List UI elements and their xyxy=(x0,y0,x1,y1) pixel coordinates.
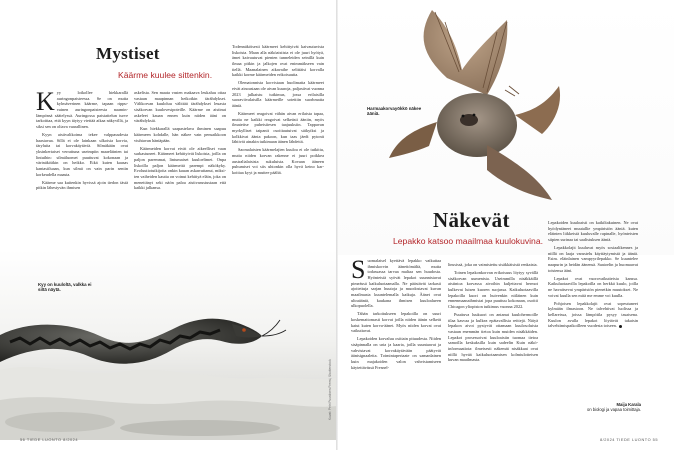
paragraph: Lepakot ovat vuorovaikutteisia kanssa. Kaikuluotaavilla lepakoilla on herkkä kuulo, joilla ne havaitsevat ympäristön pienetkin muutokset. Ne voivat kuulla sen mitä me emme voi kuulla. xyxy=(548,275,638,298)
paragraph: Käärme saa kuitenkin hyvissä ajoin tiedon tästä pitkin lähestyvän ihmisen xyxy=(36,179,128,191)
left-page-subtitle: Käärme kuulee sittenkin. xyxy=(118,70,213,80)
paragraph: Saomalaisten käärmelajien kuuloa ei ole tutkittu, mutta niiden korvan rakenne ei juuri poikkea australialaisista sukuluista. Kovaan ääneen puhumiset voi siis uhtonkin olla hyvä keino karkoittaa kyyt ja muttee päältä. xyxy=(232,147,324,175)
snake-photo xyxy=(0,250,337,440)
paragraph: Suomalaisel kyettävä lepakko vaikuttaa ihmiskorvin äänettömältä, mutta todassassa tarvaa maltaa sen huudosta. Hyönteisiä syövät lepakot suunnistavat pimeässä kaikuluotaamalla. Ne päästävät tarkasti ajoitettuja sarjan huutoja ja muodostavat kuvan maailmasta kuuntelemalla kaikuja. Äänet ovat ultraääniä, kaukana ihmisen kuuloalueen ulkopuolella. xyxy=(351,255,441,309)
paragraph: Käärmeiden korvat eivät ole aikeelliset vaan surkastuneet. Käärmeet kehittyivät liskoista, joilla on paljon paremmat, lintumaiset kuuloelimet. Onpa liskoilla paljon käärmeitä parempi näkökyky. Evoluutiotutkijoita onkin kauan askarruttanut, miksiten vaiheiden kautta on voinut kehittyä eläin, joka on menettänyt seki näön paloa aistivarustustaan että kaikki jalkansa. xyxy=(134,145,226,191)
photo-credit: Kuvat: Petri Puustinen Freesi, Shutterstock xyxy=(328,359,332,420)
paragraph: Lepakoiden korvaluu osittain pituudesta. Niiden sisäpinnalla on uria ja kaaria, joilla suuntaavat ja vahvistavat korvakäytävään päätyvät äänisignaaleita. Toimintaperiaate on samanlainen kuin majakoiden valon vahvistamiseen käytettävässä Fresnel- xyxy=(351,336,441,370)
paragraph: Kyy loikollee hiekkarallä auringonpaisteessa. Se on mutta kylmäverinen käärme, tapaan rippuvainen auringonpaisteesta naaminlämpönsä säätelyssä. Auringossa paistattelun turve tarkoittaa, että kyyn täytyy viettää aikaa näkyvillä, ja siksi sen on oltava vaarallinen. xyxy=(36,87,128,129)
paragraph: Tähän tarkoitukseen lepakoilla on suuri koskemattomasti korvat joilla niiden äänin selkeät kaiut kuten korva-äänet. Myös niiden korvat ovat vaikuttavat. xyxy=(351,311,441,334)
snake-eye xyxy=(242,328,246,332)
paragraph: Kyyn aistivalikoima tekee valppausdesta haastavaa. Sillä ei ole lainkaan ulkoisia korvia, täryluita tai korvakäytäviä. Silmäkään ovat yksinkertaiset verrattuna useimpiin maaeläinten tai lintuihin: silmäluomet puuttuvat kokonaan ja värinäköäkin on heikko. Eikä kuten kaasas kantasiiluaan, kun silmä on vain parin sentin korkeudella maasta. xyxy=(36,131,128,177)
drop-cap: S xyxy=(351,255,366,284)
left-page-footer: 56 TIEDE LUONTO 8/2024 xyxy=(20,437,78,442)
paragraph: Pohjoisen lepakkolajit ovat sopeutuneet kylmään ilmastoon. Ne talvehtivat luolissa ja kellareissa, joissa lämpötila pysyy tasaisena. Kuulon avulla lepakot löytävät takaisin talvehtimispaikoilleen vuodesta toiseen. xyxy=(548,300,638,329)
author-signature xyxy=(569,402,641,413)
paragraph: Kun hiekkarallä saapastelava ihminen saapuu käärmeen kohdalle, hän näkee vain pensaikkoon viuhtavan häntäpään. xyxy=(134,126,226,143)
paragraph: Puuttuva luukuori on antanut kuulohermoille tilaa kasvaa ja kulkea epätavallisia reittejä. Näiyä lepakon aivot pystyvät ottamaan kuulosoluista vastaan enemmän tietoa kuin muiden nisäkkäiden. Lepakot prosessoivat kuuloaistin tuomaa tietoa samoilla keskuksilla kuin sadeelin Kuin näköinformaatiota: ilmeisesti näkemät nisäkkaat ovat niillä hyvää kaikuluotaamisen kolmiulotteisen kuvan maailmasta. xyxy=(448,312,538,363)
paragraph: Lepakoiden kuuloaisti on kaikiltakuinen. Ne ovat hyödyntäneet muutallie ympäristön ääniä. kuten eläinten liikkeistä kuuluvalle rapinalle, hyönteisten siipien surinaa tai saalistuksen ääniä. xyxy=(548,220,638,242)
paragraph: Toinen lepakonkorvan erikoisuus löytyy syvällä sisäkorvan uumenista. Useimmilla nisäkkäillä aistintoa korvassa aivoihin kuljettavat hermot kulkevat luisen kuoren suojassa. Kaikuluotaavilla lepakoilla kuori on huivenkin niiläinen kuin ennenmaanaihmistai jopa puuttuu kokonaan, osoitti Chicagon yliopiston tutkimus vuonna 2022. xyxy=(448,270,538,309)
drop-cap: K xyxy=(36,87,55,116)
right-column-3 xyxy=(548,220,638,331)
left-page-title: Mystiset xyxy=(96,44,160,63)
paragraph: askelista. Sen maata vasten makaava leukaluu ottaa vastaan maapinnan heikotkin tärähdykset. Välikorvan kuuloluu välittää tärähdykset leuasta sisäkorvan kuulovesipoteille. Käärme on aistinut askeleet kauan ennen kuin niiden ääni on värähdyksiä. xyxy=(134,90,226,124)
left-column-1 xyxy=(36,87,128,193)
bat-caption: Harmaakorvayökkö näkee ääniä. xyxy=(367,106,422,117)
right-page-subtitle: Lepakko katsoo maailmaa kuulokuvina. xyxy=(393,236,544,246)
right-page-footer: 8/2024 TIEDE LUONTO 55 xyxy=(600,437,658,442)
left-column-2 xyxy=(134,90,226,193)
snake-caption: Kyy on kuuloltä, valkka ei siltä näytä. xyxy=(38,282,92,293)
paragraph: linssissä, joka on vaimistettu sisäkkäisistä renkaista. xyxy=(448,262,538,267)
paragraph: Todennäköisesti käärmeet kehittyivät kaivautuvista liskoista. Maan alla näköaistista ei ole juuri hyötyä, ämet kaivautuvat pienten tunneleiden seinillä kuin ilmaa pitkin ja jalkojen ovat enimmäkseen vain tiellä. Maanalainen aikavaihe selittäisi korvalla kaikki korme käärmeiden erikoisuutta. xyxy=(232,44,324,78)
paragraph: Lepakkolajit kuuluvat myös sosiaalikennes ja niillä on laaja varustelu käyttäytymistä ja ääniä. Esim. eläinlainen vampyyrilepakko. Se kuuntelee naapurin ja heidän äänensä. Saatoelin ja huomaavat toistensa ääni. xyxy=(548,245,638,273)
paragraph: Käärmeet reagoivat vähän aivan erilaista tapaa, mutta ne kaikki reagoivat selkeästi ääniin, myös ilmateitse puheisiiesen taajuuksiin. Tappavan myrkylliset taipanit osoittautuivat säikyiksi ja kolkkivat äänta pakoon, kun taas jäedt pytonit lähtivät ainakin tutkimaan äänen lähdettä. xyxy=(232,111,324,145)
page-gutter xyxy=(336,0,338,450)
right-page-title: Näkevät xyxy=(433,208,510,232)
paragraph: Olematonnista korvistaan huolimatta käärmeet eivät ainoastaan ole aivan kuuroja, paljastivat vuonna 2023 julkaistu tutkimus, jossa erilaisilla suoraviivalaisilla käärmeille sotettiin suorhmatta ääniä. xyxy=(232,80,324,108)
right-column-2 xyxy=(448,262,538,365)
right-column-1 xyxy=(351,255,441,373)
author-role: on biologi ja vapaa toimittaja. xyxy=(586,407,641,413)
end-mark xyxy=(619,325,623,329)
author-name: Maija Karala xyxy=(616,402,641,407)
right-page xyxy=(337,0,674,450)
left-column-3 xyxy=(232,44,324,178)
